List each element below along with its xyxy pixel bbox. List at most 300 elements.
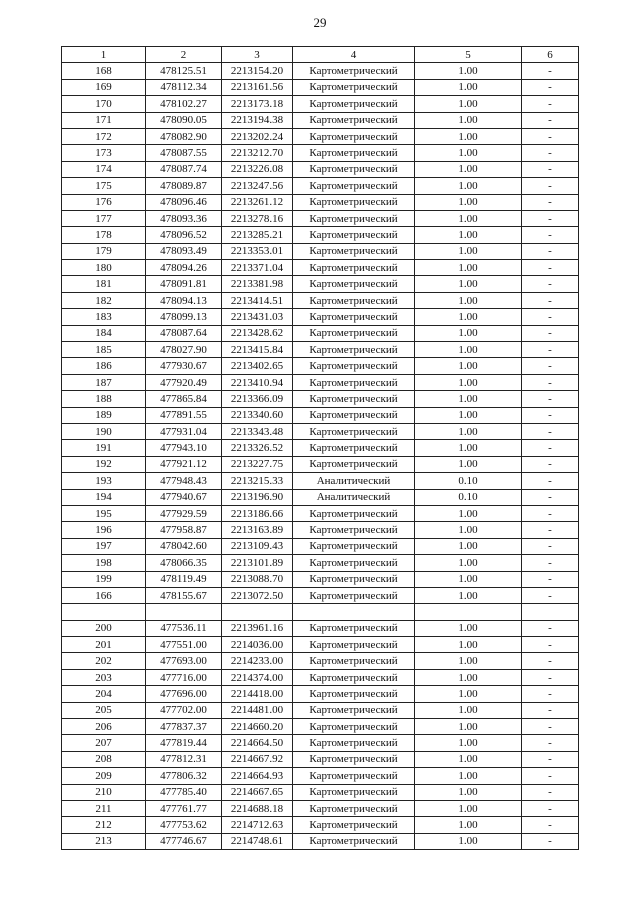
table-cell: 477930.67 xyxy=(146,358,222,374)
table-cell: 175 xyxy=(62,178,146,194)
table-cell: 1.00 xyxy=(415,358,522,374)
table-cell: 1.00 xyxy=(415,243,522,259)
table-cell: 477921.12 xyxy=(146,456,222,472)
table-cell: 477958.87 xyxy=(146,522,222,538)
table-cell: 478066.35 xyxy=(146,555,222,571)
table-cell: 174 xyxy=(62,161,146,177)
table-row xyxy=(62,522,579,538)
table-cell: 477931.04 xyxy=(146,423,222,439)
table-cell: 2213381.98 xyxy=(222,276,293,292)
table-row xyxy=(62,686,579,702)
table-cell: 477948.43 xyxy=(146,473,222,489)
table-cell: 1.00 xyxy=(415,505,522,521)
table-cell: Картометрический xyxy=(293,555,415,571)
table-cell: Картометрический xyxy=(293,522,415,538)
table-cell: Картометрический xyxy=(293,342,415,358)
table-row xyxy=(62,63,579,79)
table-cell: 477761.77 xyxy=(146,800,222,816)
table-cell: 2213353.01 xyxy=(222,243,293,259)
table-cell: - xyxy=(522,768,579,784)
table-cell: 1.00 xyxy=(415,653,522,669)
table-cell: 2213196.90 xyxy=(222,489,293,505)
table-cell: 477693.00 xyxy=(146,653,222,669)
table-cell: 195 xyxy=(62,505,146,521)
table-cell: Картометрический xyxy=(293,751,415,767)
table-cell: - xyxy=(522,522,579,538)
table-cell: - xyxy=(522,505,579,521)
table-cell: Картометрический xyxy=(293,276,415,292)
table-cell: 2213202.24 xyxy=(222,128,293,144)
table-cell xyxy=(62,604,146,620)
table-cell: - xyxy=(522,637,579,653)
table-row xyxy=(62,473,579,489)
table-cell: Картометрический xyxy=(293,292,415,308)
table-cell: 478089.87 xyxy=(146,178,222,194)
table-cell: Картометрический xyxy=(293,719,415,735)
table-cell: 477819.44 xyxy=(146,735,222,751)
table-cell: 1.00 xyxy=(415,571,522,587)
table-cell: 1.00 xyxy=(415,587,522,603)
table-cell: 477753.62 xyxy=(146,817,222,833)
table-cell: - xyxy=(522,800,579,816)
table-cell: - xyxy=(522,391,579,407)
table-cell: 1.00 xyxy=(415,79,522,95)
table-cell: 2213343.48 xyxy=(222,423,293,439)
table-cell: 1.00 xyxy=(415,391,522,407)
table-row xyxy=(62,735,579,751)
table-cell: 171 xyxy=(62,112,146,128)
table-row xyxy=(62,751,579,767)
table-row xyxy=(62,374,579,390)
table-row xyxy=(62,194,579,210)
table-cell: 478082.90 xyxy=(146,128,222,144)
table-cell: 478093.49 xyxy=(146,243,222,259)
table-cell: - xyxy=(522,702,579,718)
table-cell: 478102.27 xyxy=(146,96,222,112)
table-cell: - xyxy=(522,686,579,702)
table-cell: 477806.32 xyxy=(146,768,222,784)
table-cell: 194 xyxy=(62,489,146,505)
table-cell: Картометрический xyxy=(293,194,415,210)
table-cell: 478091.81 xyxy=(146,276,222,292)
table-cell: 1.00 xyxy=(415,96,522,112)
table-cell: 1.00 xyxy=(415,440,522,456)
table-cell: - xyxy=(522,407,579,423)
table-cell: 1.00 xyxy=(415,112,522,128)
table-cell: 177 xyxy=(62,210,146,226)
table-row xyxy=(62,276,579,292)
table-cell: 1.00 xyxy=(415,456,522,472)
table-cell: 1.00 xyxy=(415,751,522,767)
table-cell: 478094.13 xyxy=(146,292,222,308)
table-row xyxy=(62,571,579,587)
table-cell xyxy=(146,604,222,620)
table-cell: 478119.49 xyxy=(146,571,222,587)
table-cell: 202 xyxy=(62,653,146,669)
table-cell: 2214660.20 xyxy=(222,719,293,735)
page-number: 29 xyxy=(313,15,327,30)
table-cell: 180 xyxy=(62,260,146,276)
table-cell: 2214481.00 xyxy=(222,702,293,718)
table-cell: 2213428.62 xyxy=(222,325,293,341)
table-cell: 2213261.12 xyxy=(222,194,293,210)
table-cell: 2213278.16 xyxy=(222,210,293,226)
table-row xyxy=(62,210,579,226)
table-cell: - xyxy=(522,96,579,112)
table-cell: 1.00 xyxy=(415,702,522,718)
table-row xyxy=(62,456,579,472)
table-cell: 185 xyxy=(62,342,146,358)
table-cell: - xyxy=(522,653,579,669)
table-cell: 192 xyxy=(62,456,146,472)
table-cell: Картометрический xyxy=(293,309,415,325)
table-cell: 1.00 xyxy=(415,309,522,325)
table-cell: 2213366.09 xyxy=(222,391,293,407)
table-row xyxy=(62,145,579,161)
table-cell: 1.00 xyxy=(415,276,522,292)
table-row xyxy=(62,817,579,833)
table-cell: - xyxy=(522,423,579,439)
table-cell: - xyxy=(522,456,579,472)
table-cell: 478042.60 xyxy=(146,538,222,554)
table-cell: 170 xyxy=(62,96,146,112)
table-cell: 1.00 xyxy=(415,325,522,341)
column-header: 1 xyxy=(62,47,146,63)
table-cell: - xyxy=(522,178,579,194)
table-cell: 189 xyxy=(62,407,146,423)
table-row xyxy=(62,555,579,571)
table-cell: Картометрический xyxy=(293,63,415,79)
table-cell: Картометрический xyxy=(293,391,415,407)
table-cell: - xyxy=(522,833,579,849)
table-cell: Картометрический xyxy=(293,260,415,276)
table-cell: - xyxy=(522,227,579,243)
table-cell: Картометрический xyxy=(293,112,415,128)
table-cell: 477536.11 xyxy=(146,620,222,636)
table-cell xyxy=(293,604,415,620)
table-cell: 478099.13 xyxy=(146,309,222,325)
table-cell: Картометрический xyxy=(293,145,415,161)
table-cell: - xyxy=(522,817,579,833)
table-cell: - xyxy=(522,587,579,603)
table-cell: 1.00 xyxy=(415,522,522,538)
table-cell: 2213212.70 xyxy=(222,145,293,161)
table-cell: 477812.31 xyxy=(146,751,222,767)
table-cell: 1.00 xyxy=(415,669,522,685)
table-cell: 1.00 xyxy=(415,161,522,177)
table-cell: 2213072.50 xyxy=(222,587,293,603)
table-cell: 478112.34 xyxy=(146,79,222,95)
table-cell: 2213415.84 xyxy=(222,342,293,358)
table-cell: - xyxy=(522,571,579,587)
table-cell: 199 xyxy=(62,571,146,587)
table-cell: 477865.84 xyxy=(146,391,222,407)
table-row xyxy=(62,653,579,669)
table-cell: 2213109.43 xyxy=(222,538,293,554)
table-cell: - xyxy=(522,63,579,79)
table-cell: Картометрический xyxy=(293,637,415,653)
table-cell: 178 xyxy=(62,227,146,243)
table-cell: 2213247.56 xyxy=(222,178,293,194)
table-cell: - xyxy=(522,112,579,128)
table-cell: 186 xyxy=(62,358,146,374)
table-row xyxy=(62,505,579,521)
table-cell: 212 xyxy=(62,817,146,833)
table-cell: 478090.05 xyxy=(146,112,222,128)
table-cell: 209 xyxy=(62,768,146,784)
table-row xyxy=(62,669,579,685)
table-row xyxy=(62,489,579,505)
table-row xyxy=(62,79,579,95)
table-cell: 2214667.65 xyxy=(222,784,293,800)
table-cell: Картометрический xyxy=(293,702,415,718)
table-row xyxy=(62,719,579,735)
table-cell: 2214748.61 xyxy=(222,833,293,849)
table-cell: - xyxy=(522,161,579,177)
table-cell: 2213371.04 xyxy=(222,260,293,276)
table-cell: Картометрический xyxy=(293,358,415,374)
table-cell: 1.00 xyxy=(415,800,522,816)
table-cell: Картометрический xyxy=(293,243,415,259)
table-cell: - xyxy=(522,620,579,636)
table-cell: - xyxy=(522,194,579,210)
table-cell: 1.00 xyxy=(415,538,522,554)
table-cell: Картометрический xyxy=(293,440,415,456)
table-cell: - xyxy=(522,342,579,358)
table-cell: 2214712.63 xyxy=(222,817,293,833)
table-cell xyxy=(222,604,293,620)
table-row xyxy=(62,538,579,554)
table-row xyxy=(62,800,579,816)
table-cell: 2213402.65 xyxy=(222,358,293,374)
table-cell: 182 xyxy=(62,292,146,308)
table-cell: - xyxy=(522,374,579,390)
table-cell: Картометрический xyxy=(293,96,415,112)
table-cell: 478094.26 xyxy=(146,260,222,276)
table-cell: - xyxy=(522,276,579,292)
table-cell: Картометрический xyxy=(293,178,415,194)
table-row xyxy=(62,391,579,407)
table-cell: 2213340.60 xyxy=(222,407,293,423)
table-cell: - xyxy=(522,145,579,161)
table-row xyxy=(62,620,579,636)
table-cell: 188 xyxy=(62,391,146,407)
table-row xyxy=(62,604,579,620)
table-cell: 1.00 xyxy=(415,735,522,751)
table-row xyxy=(62,423,579,439)
table-cell: 181 xyxy=(62,276,146,292)
table-cell: 1.00 xyxy=(415,342,522,358)
table-cell: 1.00 xyxy=(415,817,522,833)
table-cell: 1.00 xyxy=(415,227,522,243)
table-cell: 2213088.70 xyxy=(222,571,293,587)
table-cell: 1.00 xyxy=(415,194,522,210)
table-cell: - xyxy=(522,260,579,276)
table-cell: 478155.67 xyxy=(146,587,222,603)
table-row xyxy=(62,768,579,784)
table-cell: 172 xyxy=(62,128,146,144)
table-cell: 478093.36 xyxy=(146,210,222,226)
table-cell: 2214688.18 xyxy=(222,800,293,816)
table-cell: Картометрический xyxy=(293,161,415,177)
table-cell: 191 xyxy=(62,440,146,456)
table-cell: 183 xyxy=(62,309,146,325)
table-cell: 477746.67 xyxy=(146,833,222,849)
table-row xyxy=(62,227,579,243)
table-cell: 478125.51 xyxy=(146,63,222,79)
table-cell: 2213410.94 xyxy=(222,374,293,390)
column-header: 6 xyxy=(522,47,579,63)
table-cell: 2213326.52 xyxy=(222,440,293,456)
table-cell: Картометрический xyxy=(293,325,415,341)
table-cell: 478087.74 xyxy=(146,161,222,177)
table-header-row xyxy=(62,47,579,63)
table-cell: 2214667.92 xyxy=(222,751,293,767)
table-cell: Картометрический xyxy=(293,768,415,784)
table-cell: Картометрический xyxy=(293,735,415,751)
table-cell: 2213194.38 xyxy=(222,112,293,128)
table-cell: 2213161.56 xyxy=(222,79,293,95)
table-cell: 2214664.50 xyxy=(222,735,293,751)
table-cell: 478027.90 xyxy=(146,342,222,358)
table-cell: Картометрический xyxy=(293,817,415,833)
table-cell: Картометрический xyxy=(293,653,415,669)
table-cell: 187 xyxy=(62,374,146,390)
table-cell: 2213215.33 xyxy=(222,473,293,489)
column-header: 5 xyxy=(415,47,522,63)
table-cell: 477837.37 xyxy=(146,719,222,735)
table-cell: Аналитический xyxy=(293,489,415,505)
table-cell: - xyxy=(522,210,579,226)
table-cell: Картометрический xyxy=(293,227,415,243)
table-cell: Картометрический xyxy=(293,374,415,390)
table-cell: 173 xyxy=(62,145,146,161)
table-cell: 2214418.00 xyxy=(222,686,293,702)
table-cell: 184 xyxy=(62,325,146,341)
table-cell: 207 xyxy=(62,735,146,751)
table-cell: - xyxy=(522,719,579,735)
table-cell: 200 xyxy=(62,620,146,636)
table-cell: 2214036.00 xyxy=(222,637,293,653)
table-cell: Аналитический xyxy=(293,473,415,489)
table-cell: Картометрический xyxy=(293,456,415,472)
table-cell: 477696.00 xyxy=(146,686,222,702)
table-cell: - xyxy=(522,79,579,95)
table-cell: 477891.55 xyxy=(146,407,222,423)
table-cell: 1.00 xyxy=(415,719,522,735)
table-cell: Картометрический xyxy=(293,407,415,423)
column-header: 2 xyxy=(146,47,222,63)
table-cell: Картометрический xyxy=(293,587,415,603)
table-cell: - xyxy=(522,243,579,259)
table-cell: 205 xyxy=(62,702,146,718)
table-cell: - xyxy=(522,292,579,308)
table-cell: 193 xyxy=(62,473,146,489)
table-cell: 477943.10 xyxy=(146,440,222,456)
table-cell: 1.00 xyxy=(415,637,522,653)
table-cell: 211 xyxy=(62,800,146,816)
table-cell: 213 xyxy=(62,833,146,849)
table-row xyxy=(62,260,579,276)
table-cell: - xyxy=(522,489,579,505)
table-cell: 198 xyxy=(62,555,146,571)
table-cell: 2214374.00 xyxy=(222,669,293,685)
table-cell: 196 xyxy=(62,522,146,538)
table-cell: - xyxy=(522,358,579,374)
table-cell: 478087.55 xyxy=(146,145,222,161)
table-cell: 203 xyxy=(62,669,146,685)
column-header: 3 xyxy=(222,47,293,63)
table-cell: 1.00 xyxy=(415,210,522,226)
table-cell: 2214233.00 xyxy=(222,653,293,669)
table-cell: Картометрический xyxy=(293,686,415,702)
table-cell: 2213285.21 xyxy=(222,227,293,243)
table-cell: 166 xyxy=(62,587,146,603)
table-cell: 1.00 xyxy=(415,178,522,194)
table-cell: 1.00 xyxy=(415,768,522,784)
table-cell: 1.00 xyxy=(415,686,522,702)
table-cell: 1.00 xyxy=(415,423,522,439)
table-cell: Картометрический xyxy=(293,210,415,226)
table-row xyxy=(62,128,579,144)
column-header: 4 xyxy=(293,47,415,63)
table-cell: 477940.67 xyxy=(146,489,222,505)
table-cell: Картометрический xyxy=(293,79,415,95)
table-cell: 190 xyxy=(62,423,146,439)
table-row xyxy=(62,637,579,653)
table-cell: Картометрический xyxy=(293,620,415,636)
table-row xyxy=(62,784,579,800)
table-cell: 477920.49 xyxy=(146,374,222,390)
table-cell: - xyxy=(522,669,579,685)
table-cell: 1.00 xyxy=(415,620,522,636)
table-cell: 478096.52 xyxy=(146,227,222,243)
table-cell: 478087.64 xyxy=(146,325,222,341)
table-row xyxy=(62,325,579,341)
table-cell: 2213173.18 xyxy=(222,96,293,112)
table-cell: Картометрический xyxy=(293,833,415,849)
table-cell: - xyxy=(522,440,579,456)
table-cell: 2213961.16 xyxy=(222,620,293,636)
table-cell: 1.00 xyxy=(415,63,522,79)
table-cell: 204 xyxy=(62,686,146,702)
table-cell: Картометрический xyxy=(293,538,415,554)
table-cell: 1.00 xyxy=(415,374,522,390)
table-cell: 176 xyxy=(62,194,146,210)
table-row xyxy=(62,587,579,603)
table-cell: 2213227.75 xyxy=(222,456,293,472)
table-cell: 2213101.89 xyxy=(222,555,293,571)
table-cell: Картометрический xyxy=(293,669,415,685)
table-cell: - xyxy=(522,538,579,554)
coordinates-table xyxy=(61,46,579,850)
table-cell xyxy=(522,604,579,620)
table-cell: Картометрический xyxy=(293,423,415,439)
table-cell: 0.10 xyxy=(415,489,522,505)
table-cell: 2213186.66 xyxy=(222,505,293,521)
table-cell xyxy=(415,604,522,620)
table-cell: 179 xyxy=(62,243,146,259)
table-row xyxy=(62,833,579,849)
table-cell: 206 xyxy=(62,719,146,735)
table-cell: 210 xyxy=(62,784,146,800)
table-cell: Картометрический xyxy=(293,800,415,816)
table-cell: Картометрический xyxy=(293,784,415,800)
table-cell: - xyxy=(522,555,579,571)
table-cell: 478096.46 xyxy=(146,194,222,210)
table-cell: 201 xyxy=(62,637,146,653)
table-cell: 477702.00 xyxy=(146,702,222,718)
